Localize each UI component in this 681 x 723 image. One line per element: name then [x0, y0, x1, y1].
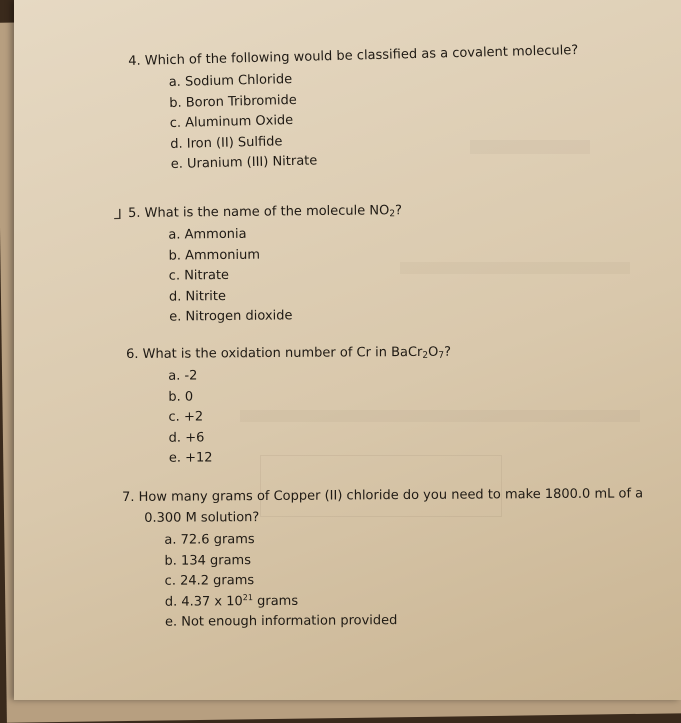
question-7-option-d: [165, 591, 298, 612]
question-7-option-c: c. 24.2 grams: [164, 573, 255, 589]
question-5-option-d: d. Nitrite: [168, 288, 227, 305]
question-5-stem: [128, 201, 402, 224]
question-6-option-e: e. +12: [168, 450, 213, 466]
question-4-option-c: c. Aluminum Oxide: [169, 112, 294, 131]
question-5-stem-text: 5. What is the name of the molecule NO: [128, 203, 390, 221]
question-5-option-c: c. Nitrate: [168, 267, 230, 284]
question-7-option-e: e. Not enough information provided: [164, 613, 398, 630]
question-6-subscript-1: 2: [422, 350, 429, 361]
question-6-option-b: b. 0: [168, 389, 194, 405]
question-5-stem-end: ?: [395, 203, 403, 219]
question-7-option-d-exponent: 21: [242, 592, 253, 602]
question-6-stem: [126, 343, 451, 366]
question-5-option-a: a. Ammonia: [168, 226, 247, 243]
question-5-subscript: 2: [389, 209, 396, 220]
question-6-option-a: a. -2: [168, 368, 198, 384]
handwritten-check-mark: ⅃: [114, 207, 123, 224]
question-7-option-b: b. 134 grams: [164, 552, 252, 569]
question-4-option-e: e. Uranium (III) Nitrate: [170, 153, 318, 172]
question-7-option-a: a. 72.6 grams: [164, 532, 255, 548]
question-6-option-d: d. +6: [168, 429, 205, 446]
question-4-option-d: d. Iron (II) Sulfide: [170, 133, 283, 152]
question-5-option-e: e. Nitrogen dioxide: [169, 308, 293, 325]
question-5-option-b: b. Ammonium: [168, 247, 261, 264]
question-4-option-a: a. Sodium Chloride: [168, 71, 293, 91]
question-6-stem-text: 6. What is the oxidation number of Cr in BaCr: [126, 344, 423, 362]
question-6-stem-end: ?: [444, 344, 452, 360]
question-6-option-c: c. +2: [168, 409, 204, 425]
question-4-option-b: b. Boron Tribromide: [169, 92, 297, 111]
question-7-stem-line-2: 0.300 M solution?: [144, 510, 260, 526]
question-6-subscript-2: 7: [438, 350, 445, 361]
question-7-stem-line-1: 7. How many grams of Copper (II) chloride do you need to make 1800.0 mL of a: [122, 486, 644, 505]
question-7-option-d-unit: grams: [252, 593, 299, 609]
question-4-stem: 4. Which of the following would be classified as a covalent molecule?: [128, 43, 579, 69]
question-7-option-d-text: d. 4.37 x 10: [164, 593, 243, 610]
question-6-stem-mid: O: [428, 344, 439, 360]
